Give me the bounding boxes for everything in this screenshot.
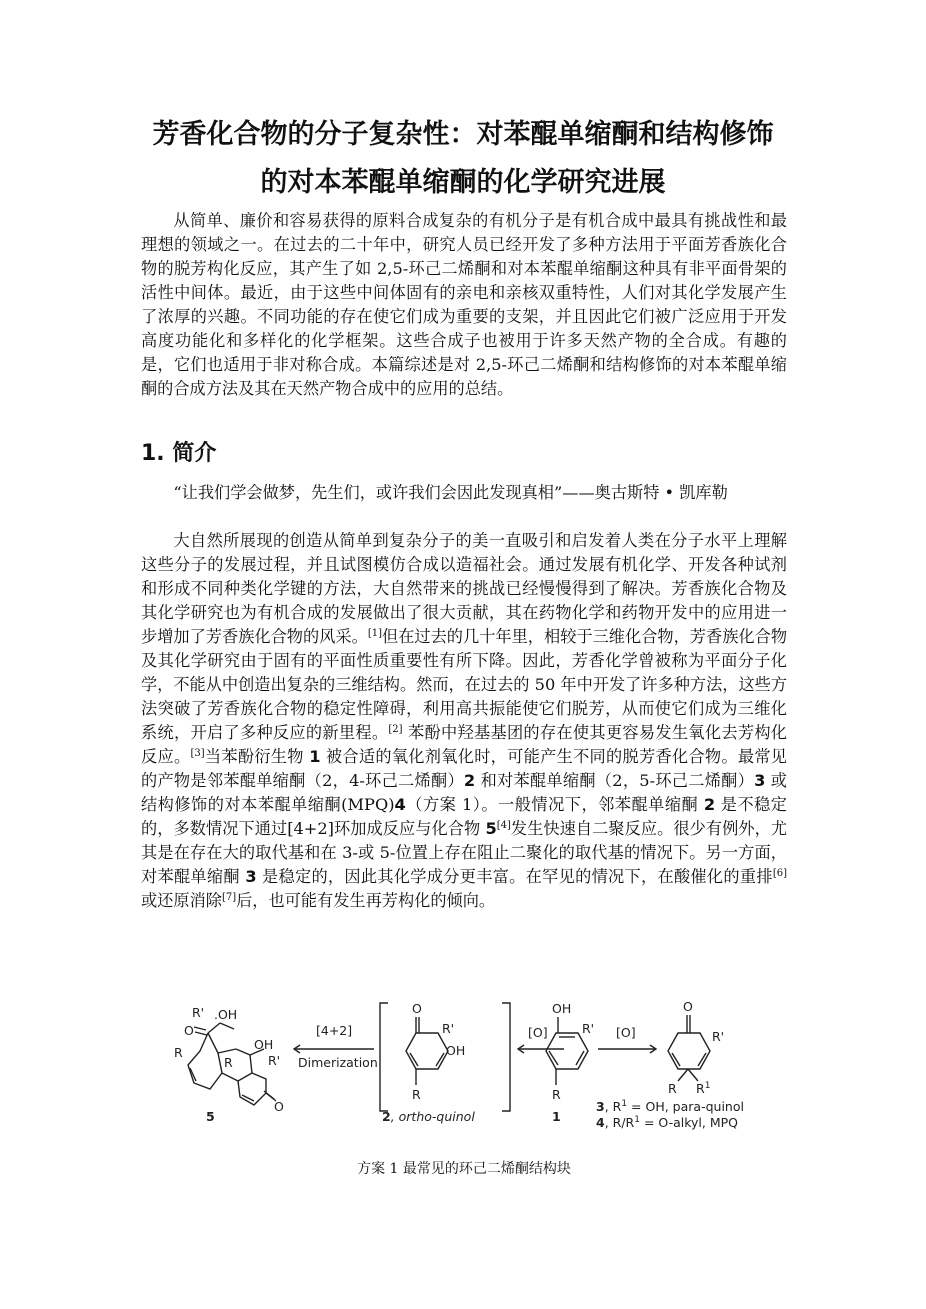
arrow-label-dimerization: Dimerization — [298, 1055, 378, 1070]
arrow-label-oxidation: [O] — [528, 1025, 548, 1040]
atom-label: OH — [446, 1043, 466, 1058]
ref-3: [3] — [190, 748, 205, 759]
compound-3-4-structure — [668, 1015, 710, 1081]
section-heading: 1. 简介 — [141, 441, 217, 466]
title-line-2: 的对本苯醌单缩酮的化学研究进展 — [260, 167, 666, 198]
atom-label: O — [184, 1023, 194, 1038]
atom-label: O — [412, 1001, 422, 1016]
ref-7: [7] — [221, 892, 237, 903]
arrow-label-cycloaddition: [4+2] — [316, 1023, 353, 1038]
compound-ref: 3 — [245, 867, 257, 886]
atom-label: R — [668, 1081, 677, 1096]
ref-4: [4] — [496, 820, 511, 831]
atom-label: R' — [442, 1021, 455, 1036]
compound-label-2: 2, ortho-quinol — [382, 1109, 475, 1124]
atom-label: R' — [712, 1029, 725, 1044]
atom-label: O — [274, 1099, 284, 1114]
scheme-1-figure — [170, 993, 760, 1133]
compound-label-4: 4, $R/R^1$ = O-alkyl, MPQ — [596, 1115, 738, 1130]
atom-label: O — [683, 999, 693, 1014]
atom-label: R' — [192, 1005, 205, 1020]
ref-2: [2] — [388, 724, 403, 735]
intro-paragraph: 大自然所展现的创造从简单到复杂分子的美一直吸引和启发着人类在分子水平上理解这些分子的发展过程，并且试图模仿合成以造福社会。通过发展有机化学、开发各种试剂和形成不同种类化学键的方法，大自然带来的挑战已经慢慢得到了解决。芳香族化合物及其化学研究也为有机合成的发展做出了很大贡献，其在药物化学和药物开发中的应用进一步增加了芳香族化合物的风采。[1]但在过去的几十年里，相较于三维化合物，芳香族化合物及其化学研究由于固有的平面性质重要性有所下降。因此，芳香化学曾被称为平面分子化学，不能从中创造出复杂的三维结构。然而，在过去的 50 年中开发了许多种方法，这些方法突破了芳香族化合物的稳定性障碍，利用高共振能使它们脱芳，从而使它们成为三维化系统，开启了多种反应的新里程。[2] 苯酚中羟基基团的存在使其更容易发生氧化去芳构化反应。[3]当苯酚衍生物 1 被合适的氧化剂氧化时，可能产生不同的脱芳香化合物。最常见的产物是邻苯醌单缩酮（2，4-环己二烯酮）2 和对苯醌单缩酮（2，5-环己二烯酮）3 或结构修饰的对本苯醌单缩酮(MPQ)4（方案 1）。一般情况下，邻苯醌单缩酮 2 是不稳定的，多数情况下通过[4+2]环加成反应与化合物 5[4]发生快速自二聚反应。很少有例外，尤其是在存在大的取代基和在 3-或 5-位置上存在阻止二聚化的取代基的情况下。另一方面，对苯醌单缩酮 3 是稳定的，因此其化学成分更丰富。在罕见的情况下，在酸催化的重排[6]或还原消除[7]后，也可能有发生再芳构化的倾向。 — [141, 531, 788, 910]
compound-label-3: 3, $R^1$ = OH, para-quinol — [596, 1099, 744, 1114]
ref-1: [1] — [367, 628, 382, 639]
scheme-caption: 方案 1 最常见的环己二烯酮结构块 — [357, 1161, 571, 1177]
compound-ref: 5 — [485, 819, 497, 838]
atom-label: $R^1$ — [696, 1081, 711, 1096]
kekule-quote: “让我们学会做梦，先生们，或许我们会因此发现真相”——奥古斯特 • 凯库勒 — [173, 483, 728, 502]
atom-label: R — [224, 1055, 233, 1070]
atom-label: R' — [268, 1053, 281, 1068]
arrow-label-oxidation: [O] — [616, 1025, 636, 1040]
compound-ref: 2 — [463, 771, 476, 790]
abstract-paragraph: 从简单、廉价和容易获得的原料合成复杂的有机分子是有机合成中最具有挑战性和最理想的领域之一。在过去的二十年中，研究人员已经开发了多种方法用于平面芳香族化合物的脱芳构化反应，其产生了如 2,5-环己二烯酮和对本苯醌单缩酮这种具有非平面骨架的活性中间体。最近，由于这些中间体固有的亲电和亲核双重特性，人们对其化学发展产生了浓厚的兴趣。不同功能的存在使它们成为重要的支架，并且因此它们被广泛应用于开发高度功能化和多样化的化学框架。这些合成子也被用于许多天然产物的全合成。有趣的是，它们也适用于非对称合成。本篇综述是对 2,5-环己二烯酮和结构修饰的对本苯醌单缩酮的合成方法及其在天然产物合成中的应用的总结。 — [141, 211, 787, 398]
ref-6: [6] — [772, 868, 787, 879]
atom-label: R' — [582, 1021, 595, 1036]
compound-ref: 4 — [394, 795, 406, 814]
compound-ref: 1 — [309, 747, 321, 766]
atom-label: R — [174, 1045, 183, 1060]
atom-label: OH — [552, 1001, 572, 1016]
atom-label: .OH — [214, 1007, 238, 1022]
atom-label: R — [412, 1087, 421, 1102]
atom-label: R — [552, 1087, 561, 1102]
compound-label-1: 1 — [552, 1109, 561, 1124]
compound-ref: 2 — [703, 795, 716, 814]
compound-ref: 3 — [754, 771, 766, 790]
atom-label: OH — [254, 1037, 274, 1052]
compound-label-5: 5 — [206, 1109, 215, 1124]
title-line-1: 芳香化合物的分子复杂性：对苯醌单缩酮和结构修饰 — [152, 119, 774, 150]
